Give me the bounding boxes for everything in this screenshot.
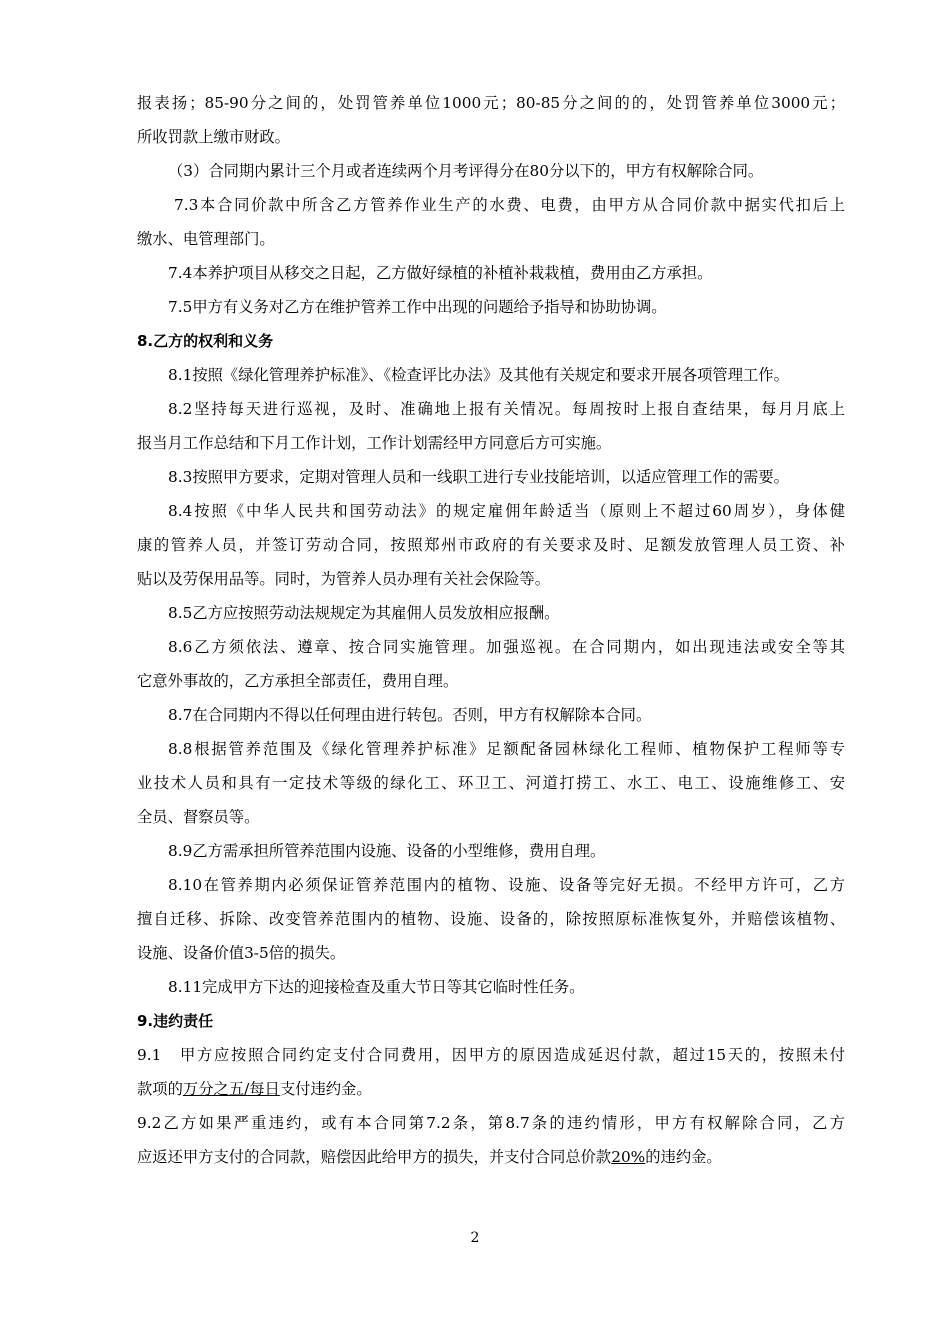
paragraph-line: 报当月工作总结和下月工作计划，工作计划需经甲方同意后方可实施。 (137, 434, 612, 452)
paragraph-line: 全员、督察员等。 (137, 808, 260, 826)
paragraph-line: 它意外事故的，乙方承担全部责任，费用自理。 (137, 672, 459, 690)
paragraph-line (137, 1072, 845, 1106)
paragraph-line: 业技术人员和具有一定技术等级的绿化工、环卫工、河道打捞工、水工、电工、设施维修工、安 (137, 774, 845, 792)
document-body (137, 86, 845, 1174)
text-segment: 应返还甲方支付的合同款，赔偿因此给甲方的损失，并支付合同总价款 (137, 1148, 612, 1166)
paragraph-line: 8.7在合同期内不得以任何理由进行转包。否则，甲方有权解除本合同。 (168, 706, 652, 724)
paragraph-line: 8.8根据管养范围及《绿化管理养护标准》足额配备园林绿化工程师、植物保护工程师等专 (168, 740, 845, 758)
paragraph-line: 所收罚款上缴市财政。 (137, 128, 290, 146)
page-number: 2 (470, 1230, 480, 1246)
paragraph-line: 报表扬；85-90分之间的，处罚管养单位1000元；80-85分之间的的，处罚管养单位3000元； (137, 94, 845, 112)
paragraph-line: 缴水、电管理部门。 (137, 230, 275, 248)
text-segment: 支付违约金。 (279, 1080, 372, 1098)
paragraph-line: 8.10在管养期内必须保证管养范围内的植物、设施、设备等完好无损。不经甲方许可，乙方 (168, 876, 845, 894)
paragraph-line: 7.5甲方有义务对乙方在维护管养工作中出现的问题给予指导和协助协调。 (168, 298, 667, 316)
paragraph-line: 7.4本养护项目从移交之日起，乙方做好绿植的补植补栽栽植，费用由乙方承担。 (168, 264, 713, 282)
paragraph-line: 8.11完成甲方下达的迎接检查及重大节日等其它临时性任务。 (168, 978, 585, 996)
paragraph-line: 9.1 甲方应按照合同约定支付合同费用，因甲方的原因造成延迟付款，超过15天的，按照未付 (137, 1046, 845, 1064)
underlined-text: 20% (611, 1148, 646, 1166)
paragraph-line: 9.2乙方如果严重违约，或有本合同第7.2条，第8.7条的违约情形，甲方有权解除合同，乙方 (137, 1114, 845, 1132)
paragraph-line: 康的管养人员，并签订劳动合同，按照郑州市政府的有关要求及时、足额发放管理人员工资、补 (137, 536, 845, 554)
paragraph-line: 8.4按照《中华人民共和国劳动法》的规定雇佣年龄适当（原则上不超过60周岁），身体健 (168, 502, 845, 520)
paragraph-line: 贴以及劳保用品等。同时，为管养人员办理有关社会保险等。 (137, 570, 551, 588)
paragraph-line: 8.5乙方应按照劳动法规规定为其雇佣人员发放相应报酬。 (168, 604, 560, 622)
text-segment: 款项的 (137, 1080, 183, 1098)
paragraph-line: 7.3本合同价款中所含乙方管养作业生产的水费、电费，由甲方从合同价款中据实代扣后上 (174, 196, 845, 214)
paragraph-line: 8.6乙方须依法、遵章、按合同实施管理。加强巡视。在合同期内，如出现违法或安全等其 (168, 638, 845, 656)
section-heading: 8.乙方的权利和义务 (137, 332, 274, 350)
paragraph-line: 8.3按照甲方要求，定期对管理人员和一线职工进行专业技能培训，以适应管理工作的需要。 (168, 468, 789, 486)
paragraph-line (137, 1140, 845, 1174)
underlined-text: 万分之五/每日 (182, 1080, 280, 1098)
paragraph-line: 擅自迁移、拆除、改变管养范围内的植物、设施、设备的，除按照原标准恢复外，并赔偿该植物、 (137, 910, 845, 928)
paragraph-line: 8.1按照《绿化管理养护标准》、《检查评比办法》及其他有关规定和要求开展各项管理工作。 (168, 366, 789, 384)
paragraph-line: （3）合同期内累计三个月或者连续两个月考评得分在80分以下的，甲方有权解除合同。 (168, 162, 764, 180)
section-heading: 9.违约责任 (137, 1012, 214, 1030)
paragraph-line: 8.9乙方需承担所管养范围内设施、设备的小型维修，费用自理。 (168, 842, 606, 860)
paragraph-line: 设施、设备价值3-5倍的损失。 (137, 944, 346, 962)
paragraph-line: 8.2坚持每天进行巡视，及时、准确地上报有关情况。每周按时上报自查结果，每月月底上 (168, 400, 845, 418)
text-segment: 的违约金。 (645, 1148, 722, 1166)
